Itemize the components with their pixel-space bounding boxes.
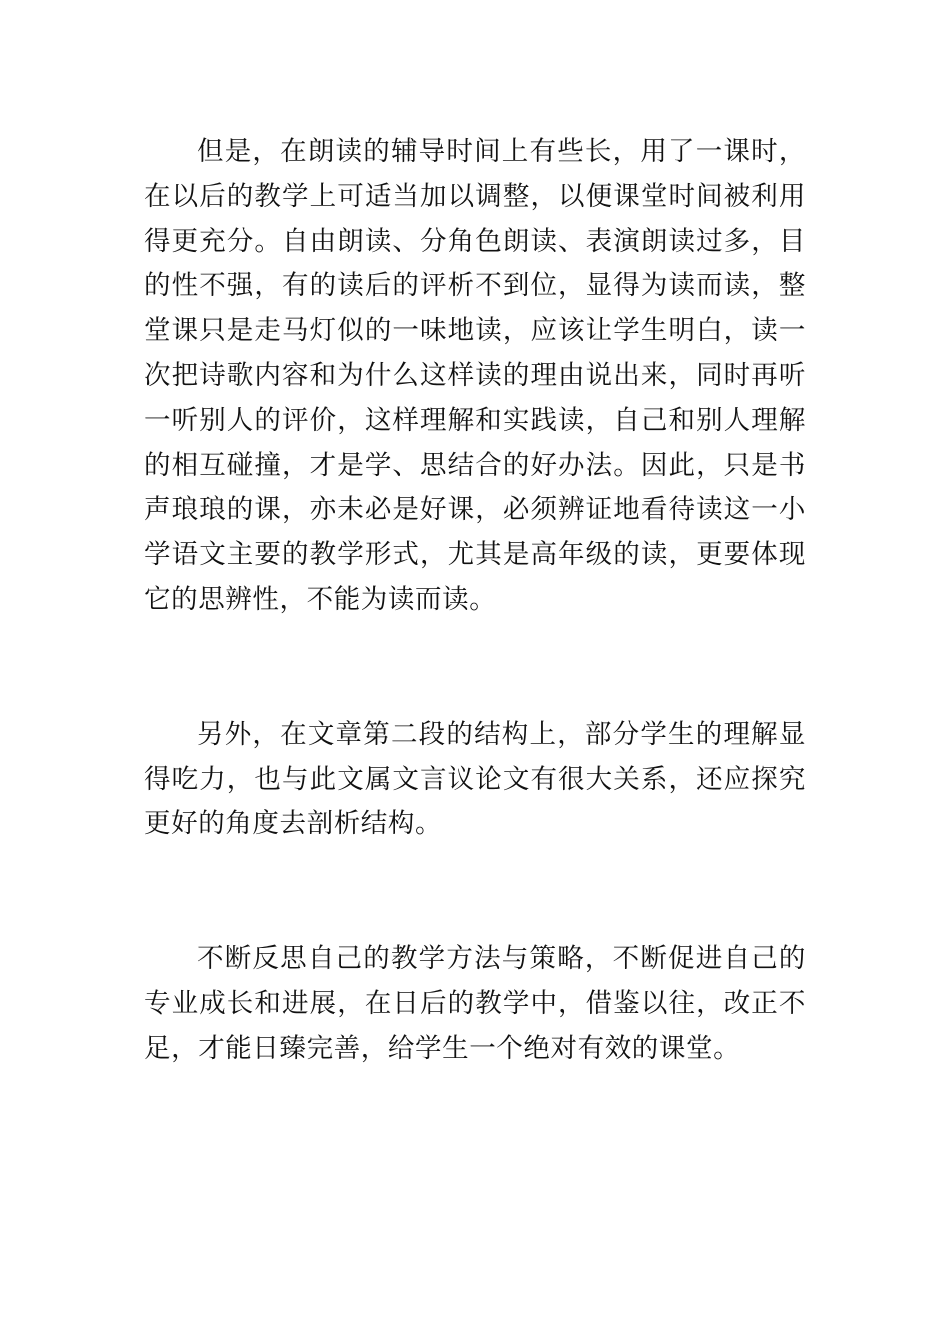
paragraph-reading-reflection: 但是，在朗读的辅导时间上有些长，用了一课时，在以后的教学上可适当加以调整，以便课堂时间被利用得更充分。自由朗读、分角色朗读、表演朗读过多，目的性不强，有的读后的评析不到位，显得为读而读，整堂课只是走马灯似的一味地读，应该让学生明白，读一次把诗歌内容和为什么这样读的理由说出来，同时再听一听别人的评价，这样理解和实践读，自己和别人理解的相互碰撞，才是学、思结合的好办法。因此，只是书声琅琅的课，亦未必是好课，必须辨证地看待读这一小学语文主要的教学形式，尤其是高年级的读，更要体现它的思辨性，不能为读而读。 <box>144 136 806 615</box>
paragraph-conclusion: 不断反思自己的教学方法与策略，不断促进自己的专业成长和进展，在日后的教学中，借鉴以往，改正不足，才能日臻完善，给学生一个绝对有效的课堂。 <box>144 943 806 1064</box>
document-body <box>144 130 806 1072</box>
paragraph-structure-reflection: 另外，在文章第二段的结构上，部分学生的理解显得吃力，也与此文属文言议论文有很大关系，还应探究更好的角度去剖析结构。 <box>144 718 806 840</box>
